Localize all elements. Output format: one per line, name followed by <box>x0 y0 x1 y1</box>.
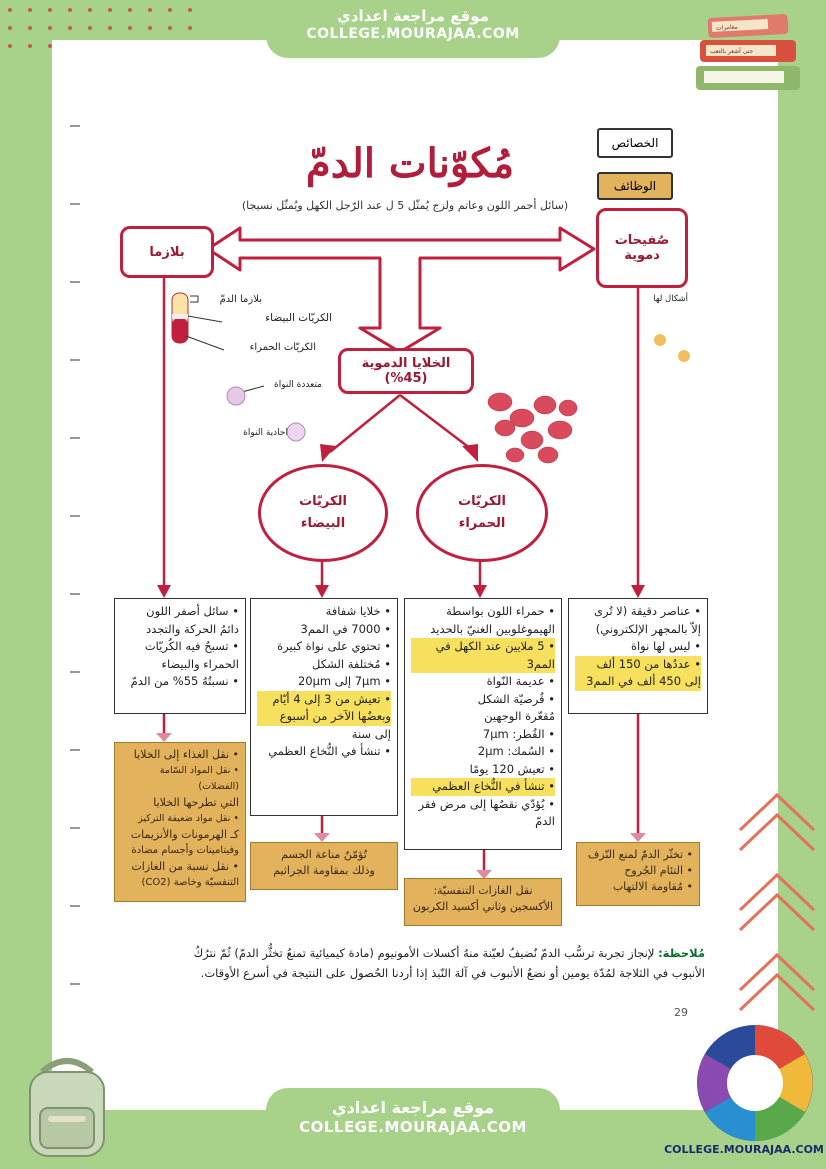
legend-functions: الوظائف <box>597 172 673 200</box>
plasma-prop: • سائل أصفر اللون <box>146 604 239 618</box>
platelets-functions <box>576 842 700 906</box>
white-func: وذلك بمقاومة الجراثيم <box>273 864 375 877</box>
page-subtitle: (سائل أحمر اللون وعاتم ولزج يُمثّل 5 ل عند الرّجل الكهل ويُمثّل نسيجا) <box>241 199 569 212</box>
site-logo-text[interactable]: COLLEGE.MOURAJAA.COM <box>664 1143 824 1156</box>
plasma-func: • نقل المواد السّامة (الفضلات) <box>159 765 239 792</box>
plasma-prop: الحمراء والبيضاء <box>161 656 239 671</box>
plasma-func: وفيتامينات وأجسام مضادة <box>131 845 239 856</box>
top-banner-arabic: موقع مراجعة اعدادي <box>337 7 489 25</box>
white-cells-node <box>258 464 388 562</box>
platelets-node-line1: صُفيحات <box>614 233 670 248</box>
plasma-func: كـ الهرمونات والأنزيمات <box>130 828 239 841</box>
white-func: تُؤمّنُ مناعة الجسم <box>281 848 367 861</box>
white-prop: • 7µm إلى 20µm <box>297 674 391 688</box>
white-prop: • مُختلفة الشكل <box>312 656 391 671</box>
tube-label-plasma: بلازما الدمّ <box>219 294 262 305</box>
plasma-func: • نقل مواد ضعيفة التركيز <box>138 813 239 824</box>
platelet-prop: إلاّ بالمجهر الإلكتروني) <box>595 621 701 636</box>
red-prop: • عديمة النّواة <box>486 674 555 688</box>
top-banner-url[interactable]: COLLEGE.MOURAJAA.COM <box>306 26 520 42</box>
red-prop: • حمراء اللون بواسطة <box>446 604 555 618</box>
page-number: 29 <box>674 1006 688 1019</box>
platelets-node <box>596 208 688 288</box>
white-prop: • تعيش من 3 إلى 4 أيّام <box>257 691 391 709</box>
white-node-line1: الكريّات <box>299 494 347 509</box>
red-prop: مُقعّرة الوجهين <box>484 709 555 723</box>
bottom-banner-arabic: موقع مراجعة اعدادي <box>331 1098 495 1117</box>
red-node-line1: الكريّات <box>458 494 506 509</box>
white-prop: • تنشأ في النُّخاع العظمي <box>268 744 391 758</box>
white-prop: إلى سنة <box>351 726 391 741</box>
legend-properties: الخصائص <box>597 128 673 158</box>
chevron-decoration <box>732 790 822 1040</box>
note-paragraph <box>165 943 705 983</box>
platelet-prop: • ليس لها نواة <box>630 639 701 653</box>
plasma-prop: دائمُ الحركة والتجدد <box>146 621 239 636</box>
cell-label-platelet-shape: أشكال لها <box>653 294 688 304</box>
platelet-func: • التئام الجُروح <box>624 864 693 877</box>
bottom-banner-url[interactable]: COLLEGE.MOURAJAA.COM <box>299 1118 527 1136</box>
red-prop: • يُؤدّي نقصُها إلى مرض فقر <box>418 796 555 811</box>
white-prop: • 7000 في المم3 <box>300 621 391 636</box>
plasma-func: • نقل نسبة من الغازات <box>131 860 239 873</box>
note-label: مُلاحظة: <box>658 946 705 960</box>
red-prop: • 5 ملايين عند الكهل في المم3 <box>411 638 555 673</box>
white-prop: وبعضُها الآخر من أسبوع <box>257 708 391 726</box>
red-func: الأكسجين وثاني أكسيد الكربون <box>412 900 554 913</box>
cell-label-multi-nucleus: متعددة النواة <box>273 380 322 390</box>
red-prop: • القُطر: 7µm <box>482 726 555 741</box>
red-prop: • السُمك: 2µm <box>477 744 555 758</box>
plasma-node: بلازما <box>120 226 214 278</box>
platelet-func: • مُقاومة الالتهاب <box>612 880 693 893</box>
book-spine-label-2: حتى أشعر بالتعب <box>710 48 754 55</box>
plasma-func: التنفسيّة وخاصة (CO2) <box>141 877 239 888</box>
note-text: لإنجاز تجربة ترسُّب الدمّ نُضيفُ لعيّنة منهُ أكسلات الأمونيوم (مادة كيميائية تمنعُ تخثُّر الدمّ) ثُمّ نترُكُ الأنبوب في الثلاجة لمُدّة يومين أو نضعُ الأنبوب في آلة النّبذ إذا أردنا الحُصول على النتيجة في أسرع الأوقات. <box>193 946 705 980</box>
site-logo-icon <box>694 1022 816 1144</box>
plasma-properties <box>114 598 246 714</box>
red-prop: • تعيش 120 يومًا <box>469 761 555 776</box>
page-title: مُكوّنات الدمّ <box>305 140 515 187</box>
red-prop: الهيموغلوبين الغنيّ بالحديد <box>430 621 555 636</box>
platelet-prop: • عددُها من 150 ألف <box>575 656 701 674</box>
platelet-func: • تخثّر الدمّ لمنع النّزف <box>587 848 693 861</box>
red-cells-functions <box>404 878 562 926</box>
plasma-func: • نقل الغذاء إلى الخلايا <box>133 748 239 761</box>
white-cells-functions <box>250 842 398 890</box>
plasma-func: التي تطرحها الخلايا <box>153 796 239 809</box>
tube-label-red: الكريّات الحمراء <box>249 342 316 353</box>
white-node-line2: البيضاء <box>300 516 346 531</box>
white-prop: • تحتوي على نواة كبيرة <box>277 639 391 653</box>
red-prop: الدمّ <box>535 814 555 828</box>
red-func: نقل الغازات التنفسيّة: <box>433 884 533 897</box>
red-cells-node <box>416 464 548 562</box>
white-prop: • خلايا شفافة <box>325 604 391 618</box>
red-prop: • قُرصيّة الشكل <box>477 691 555 706</box>
book-spine-label-1: مغامرات <box>715 23 739 32</box>
platelets-properties <box>568 598 708 714</box>
cell-label-single-nucleus: احادية النواة <box>243 428 288 438</box>
red-node-line2: الحمراء <box>458 516 506 531</box>
plasma-prop: • نسبتُهُ 55% من الدمّ <box>130 674 239 688</box>
red-prop: • تنشأ في النُّخاع العظمي <box>411 778 555 796</box>
white-cells-properties <box>250 598 398 816</box>
red-cells-properties <box>404 598 562 850</box>
backpack-illustration <box>12 1052 122 1162</box>
plasma-functions <box>114 742 246 902</box>
platelet-prop: • عناصر دقيقة (لا تُرى <box>593 604 701 618</box>
platelets-node-line2: دموية <box>624 248 660 263</box>
blood-cells-node: الخلايا الدموية (45%) <box>338 348 474 394</box>
plasma-prop: • تسبحُ فيه الكُريّات <box>144 639 239 653</box>
platelet-prop: إلى 450 ألف في المم3 <box>575 673 701 691</box>
tube-label-white: الكريّات البيضاء <box>265 312 332 324</box>
